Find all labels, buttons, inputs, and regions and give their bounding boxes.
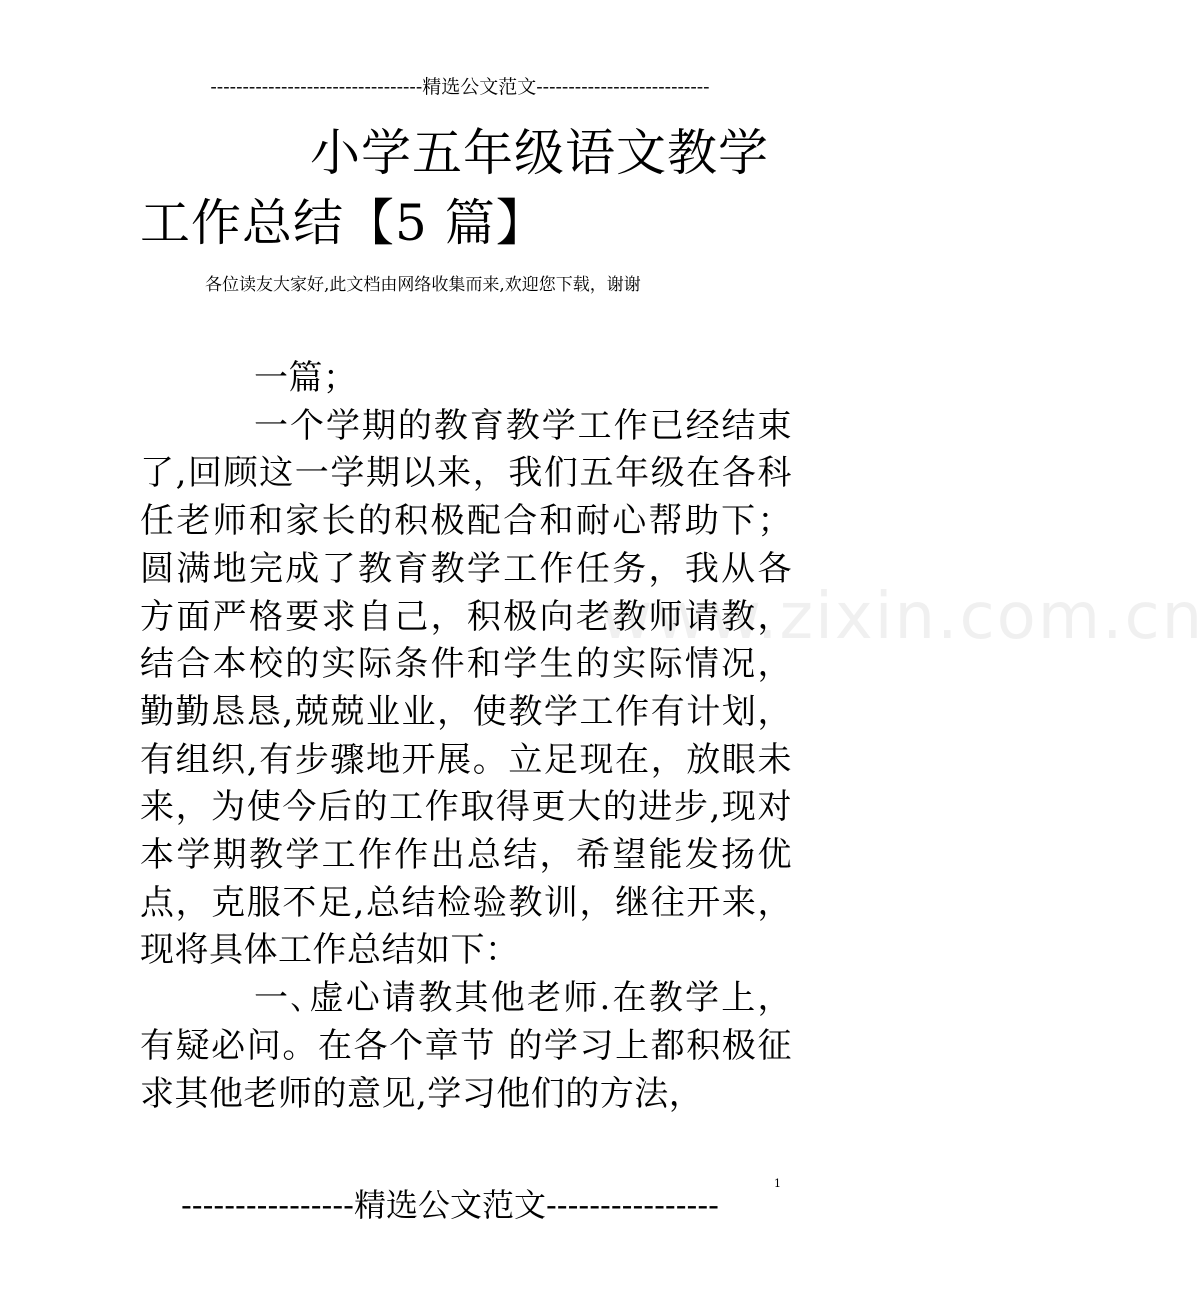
document-body	[140, 355, 792, 1118]
watermark: www.zixin.com.cn	[600, 580, 1204, 654]
body-paragraph: 一个学期的教育教学工作已经结束了,回顾这一学期以来，我们五年级在各科任老师和家长的积极配合和耐心帮助下；圆满地完成了教育教学工作任务，我从各方面严格要求自己，积极向老教师请教，结合本校的实际条件和学生的实际情况，勤勤恳恳,兢兢业业，使教学工作有计划，有组织,有步骤地开展。立足现在，放眼未来，为使今后的工作取得更大的进步,现对本学期教学工作作出总结，希望能发扬优点，克服不足,总结检验教训，继往开来，现将具体工作总结如下：	[140, 405, 792, 971]
body-paragraph: 一､虚心请教其他老师.在教学上，有疑必问。在各个章节 的学习上都积极征求其他老师的意见,学习他们的方法，	[140, 978, 792, 1114]
page-header: ---------------------------------精选公文范文---------------------------	[210, 76, 710, 98]
page-number: 1	[774, 1177, 781, 1190]
section-heading: 一篇；	[254, 358, 358, 398]
document-subtitle: 各位读友大家好,此文档由网络收集而来,欢迎您下载，谢谢	[205, 275, 641, 295]
page-footer: ----------------精选公文范文----------------	[180, 1186, 719, 1224]
document-title: 小学五年级语文教学工作总结【5 篇】	[140, 124, 769, 252]
